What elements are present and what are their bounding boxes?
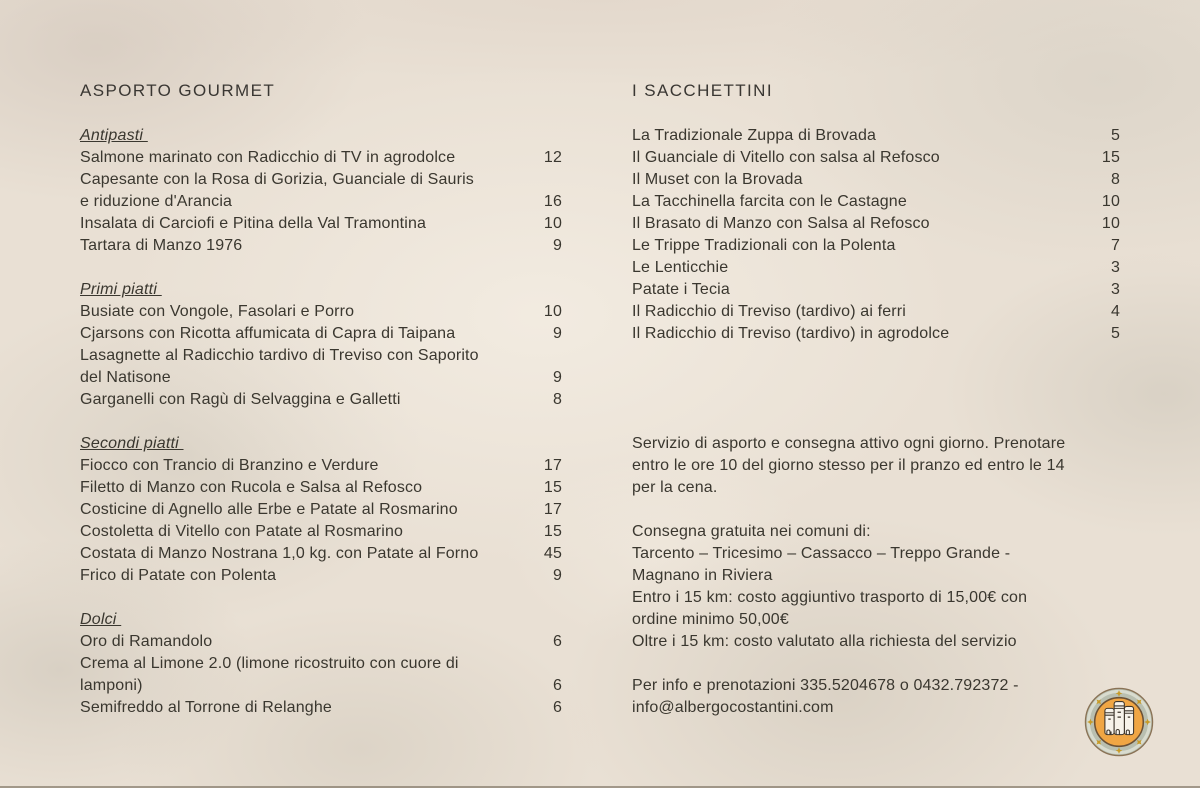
menu-row (632, 169, 1120, 191)
right-column-title: I SACCHETTINI (632, 81, 773, 100)
menu-item-name: Il Brasato di Manzo con Salsa al Refosco (632, 215, 930, 232)
menu-item-price: 12 (543, 149, 562, 166)
info-line: Per info e prenotazioni 335.5204678 o 0432.792372 - (632, 677, 1019, 694)
section-header: Dolci (80, 611, 122, 628)
menu-item-price: 3 (1110, 281, 1120, 298)
menu-item-price (534, 169, 562, 191)
service-info-block (632, 433, 1120, 719)
menu-row (632, 125, 1120, 147)
menu-row (80, 301, 562, 323)
menu-section (80, 433, 562, 587)
menu-row (80, 455, 562, 477)
menu-item-price: 5 (1110, 127, 1120, 144)
menu-item-name: Lasagnette al Radicchio tardivo di Treviso con Saporito (80, 347, 479, 364)
menu-item-name: Patate i Tecia (632, 281, 730, 298)
menu-item-name: Filetto di Manzo con Rucola e Salsa al Refosco (80, 479, 423, 496)
menu-item-price: 5 (1110, 325, 1120, 342)
menu-item-name: Salmone marinato con Radicchio di TV in agrodolce (80, 149, 456, 166)
menu-item-name: Cjarsons con Ricotta affumicata di Capra di Taipana (80, 325, 456, 342)
menu-item-price: 9 (552, 369, 562, 386)
menu-item-name: lamponi) (80, 677, 143, 694)
menu-row (80, 697, 562, 719)
menu-item-price: 7 (1110, 237, 1120, 254)
menu-row (80, 653, 562, 675)
info-line: Oltre i 15 km: costo valutato alla richiesta del servizio (632, 633, 1017, 650)
menu-row (80, 367, 562, 389)
menu-item-name: La Tradizionale Zuppa di Brovada (632, 127, 877, 144)
menu-item-price: 4 (1110, 303, 1120, 320)
menu-item-price: 17 (543, 457, 562, 474)
menu-row (632, 191, 1120, 213)
menu-item-price: 8 (552, 391, 562, 408)
menu-item-price: 15 (543, 479, 562, 496)
info-paragraph (632, 433, 1120, 499)
menu-item-name: Frico di Patate con Polenta (80, 567, 277, 584)
menu-item-name: La Tacchinella farcita con le Castagne (632, 193, 907, 210)
menu-row (632, 257, 1120, 279)
menu-item-name: Il Guanciale di Vitello con salsa al Refosco (632, 149, 940, 166)
menu-item-name: Capesante con la Rosa di Gorizia, Guanciale di Sauris (80, 171, 474, 188)
info-paragraph (632, 675, 1120, 719)
menu-row (80, 543, 562, 565)
menu-row (80, 323, 562, 345)
menu-row (632, 323, 1120, 345)
menu-item-price: 15 (1101, 149, 1120, 166)
menu-item-price: 6 (552, 633, 562, 650)
menu-row (80, 147, 562, 169)
menu-row (80, 477, 562, 499)
section-header: Secondi piatti (80, 435, 184, 452)
menu-item-price: 6 (552, 699, 562, 716)
menu-row (632, 213, 1120, 235)
menu-item-name: Tartara di Manzo 1976 (80, 237, 243, 254)
left-menu-sections (80, 125, 562, 719)
info-line: per la cena. (632, 479, 718, 496)
menu-item-name: Garganelli con Ragù di Selvaggina e Galletti (80, 391, 401, 408)
menu-row (632, 235, 1120, 257)
section-header: Primi piatti (80, 281, 162, 298)
menu-row (80, 521, 562, 543)
menu-item-name: e riduzione d'Arancia (80, 193, 233, 210)
menu-item-price: 16 (543, 193, 562, 210)
menu-item-name: Le Lenticchie (632, 259, 729, 276)
menu-item-name: Il Radicchio di Treviso (tardivo) ai ferri (632, 303, 906, 320)
menu-row (80, 675, 562, 697)
menu-item-name: Il Muset con la Brovada (632, 171, 803, 188)
menu-item-price: 45 (543, 545, 562, 562)
info-line: Magnano in Riviera (632, 567, 773, 584)
menu-row (80, 235, 562, 257)
menu-section (80, 125, 562, 257)
left-column-title: ASPORTO GOURMET (80, 81, 276, 100)
info-line: ordine minimo 50,00€ (632, 611, 789, 628)
menu-item-name: Costata di Manzo Nostrana 1,0 kg. con Patate al Forno (80, 545, 479, 562)
menu-item-name: del Natisone (80, 369, 171, 386)
info-line: Consegna gratuita nei comuni di: (632, 523, 871, 540)
menu-item-name: Costicine di Agnello alle Erbe e Patate al Rosmarino (80, 501, 458, 518)
menu-row (80, 499, 562, 521)
menu-row (80, 169, 562, 191)
menu-item-price: 6 (552, 677, 562, 694)
right-menu-items (632, 125, 1120, 345)
info-paragraph (632, 521, 1120, 653)
menu-item-name: Fiocco con Trancio di Branzino e Verdure (80, 457, 379, 474)
menu-item-name: Il Radicchio di Treviso (tardivo) in agrodolce (632, 325, 950, 342)
info-line: Entro i 15 km: costo aggiuntivo trasporto di 15,00€ con (632, 589, 1028, 606)
menu-item-price: 15 (543, 523, 562, 540)
info-line: Servizio di asporto e consegna attivo ogni giorno. Prenotare (632, 435, 1066, 452)
menu-item-price (534, 653, 562, 675)
menu-item-price: 9 (552, 237, 562, 254)
menu-row (632, 301, 1120, 323)
menu-item-name: Costoletta di Vitello con Patate al Rosmarino (80, 523, 404, 540)
menu-item-price: 8 (1110, 171, 1120, 188)
menu-item-price: 9 (552, 325, 562, 342)
menu-row (632, 147, 1120, 169)
menu-item-name: Semifreddo al Torrone di Relanghe (80, 699, 332, 716)
menu-row (80, 565, 562, 587)
section-header: Antipasti (80, 127, 148, 144)
menu-section (80, 609, 562, 719)
menu-item-price: 10 (1101, 215, 1120, 232)
menu-row (80, 389, 562, 411)
info-line: Tarcento – Tricesimo – Cassacco – Treppo Grande - (632, 545, 1011, 562)
menu-section (80, 279, 562, 411)
menu-item-price: 9 (552, 567, 562, 584)
menu-item-name: Insalata di Carciofi e Pitina della Val Tramontina (80, 215, 427, 232)
left-menu-column (80, 80, 562, 741)
menu-item-price (534, 345, 562, 367)
info-line: info@albergocostantini.com (632, 699, 834, 716)
menu-item-price: 10 (543, 215, 562, 232)
menu-row (80, 191, 562, 213)
right-menu-column (632, 80, 1120, 719)
menu-row (632, 279, 1120, 301)
menu-row (80, 213, 562, 235)
menu-item-price: 3 (1110, 259, 1120, 276)
menu-item-name: Oro di Ramandolo (80, 633, 213, 650)
restaurant-logo-badge-icon (1084, 687, 1154, 757)
menu-item-price: 10 (543, 303, 562, 320)
menu-item-price: 17 (543, 501, 562, 518)
menu-row (80, 631, 562, 653)
menu-item-name: Crema al Limone 2.0 (limone ricostruito con cuore di (80, 655, 459, 672)
menu-item-name: Le Trippe Tradizionali con la Polenta (632, 237, 896, 254)
info-line: entro le ore 10 del giorno stesso per il pranzo ed entro le 14 (632, 457, 1065, 474)
menu-row (80, 345, 562, 367)
menu-item-name: Busiate con Vongole, Fasolari e Porro (80, 303, 355, 320)
menu-item-price: 10 (1101, 193, 1120, 210)
